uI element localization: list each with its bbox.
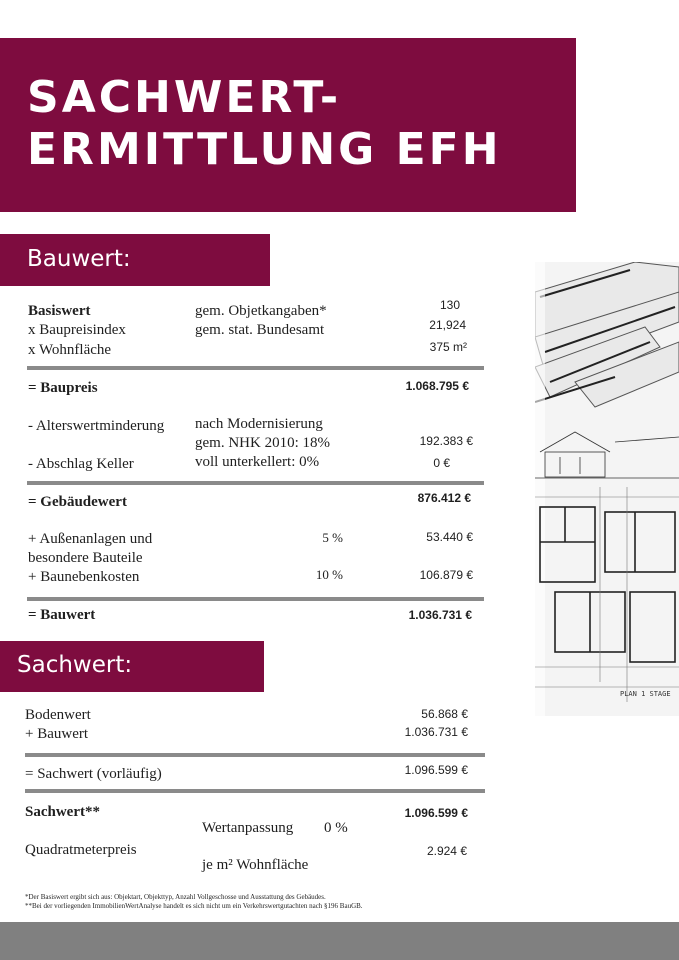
sachwert-final-label: Sachwert** (25, 804, 100, 820)
baunebenkosten-percent: 10 % (315, 567, 343, 582)
basiswert-label: Basiswert (28, 303, 91, 319)
baupreis-label: = Baupreis (28, 380, 98, 396)
aussenanlagen-value: 53.440 € (426, 530, 473, 544)
section-heading-bauwert: Bauwert: (27, 246, 131, 272)
baupreis-value: 1.068.795 € (405, 379, 469, 393)
gebaeudewert-value: 876.412 € (417, 491, 471, 505)
baunebenkosten-value: 106.879 € (419, 568, 473, 582)
baupreisindex-value: 21,924 (429, 318, 466, 332)
section-heading-sachwert: Sachwert: (17, 652, 133, 678)
baupreisindex-note: gem. stat. Bundesamt (195, 322, 325, 338)
bauwert-total-value: 1.036.731 € (408, 608, 472, 622)
divider (25, 753, 485, 757)
aussenanlagen-label-line1: + Außenanlagen und (28, 531, 153, 547)
quadratmeterpreis-note: je m² Wohnfläche (202, 857, 309, 873)
footnote-disclaimer: **Bei der vorliegenden ImmobilienWertAnalyse handelt es sich nicht um ein Verkehrswertgutachten nach §196 BauGB. (25, 902, 363, 910)
footnote-basiswert: *Der Basiswert ergibt sich aus: Objektart, Objekttyp, Anzahl Vollgeschosse und Ausstattung des Gebäudes. (25, 893, 326, 901)
alterswertminderung-note1: nach Modernisierung (195, 416, 323, 432)
aussenanlagen-label-line2: besondere Bauteile (28, 550, 143, 566)
wohnflaeche-value: 375 m² (429, 340, 467, 354)
baupreisindex-label: x Baupreisindex (28, 322, 126, 338)
abschlag-keller-label: - Abschlag Keller (28, 456, 134, 472)
page-title-line1: SACHWERT- (27, 72, 342, 123)
sachwert-final-value: 1.096.599 € (404, 806, 468, 820)
divider (27, 481, 484, 485)
page-title-line2: ERMITTLUNG EFH (27, 124, 502, 175)
divider (27, 366, 484, 370)
baunebenkosten-label: + Baunebenkosten (28, 569, 140, 585)
basiswert-note: gem. Objetkangaben* (195, 303, 327, 319)
aussenanlagen-percent: 5 % (322, 530, 343, 545)
bodenwert-label: Bodenwert (25, 707, 91, 723)
plus-bauwert-label: + Bauwert (25, 726, 89, 742)
quadratmeterpreis-label: Quadratmeterpreis (25, 842, 137, 858)
sachwert-vorlaeufig-value: 1.096.599 € (404, 763, 468, 777)
alterswertminderung-label: - Alterswertminderung (28, 418, 165, 434)
bodenwert-value: 56.868 € (421, 707, 468, 721)
section-band-sachwert (0, 641, 264, 692)
bauwert-total-label: = Bauwert (28, 607, 96, 623)
section-band-bauwert (0, 234, 270, 286)
blueprint-illustration (535, 262, 679, 716)
svg-text:PLAN 1 STAGE: PLAN 1 STAGE (620, 690, 671, 698)
alterswertminderung-note2: gem. NHK 2010: 18% (195, 435, 330, 451)
divider (25, 789, 485, 793)
quadratmeterpreis-value: 2.924 € (426, 844, 467, 858)
sachwert-vorlaeufig-label: = Sachwert (vorläufig) (25, 766, 162, 782)
alterswertminderung-value: 192.383 € (419, 434, 473, 448)
footer-bar (0, 922, 679, 960)
gebaeudewert-label: = Gebäudewert (28, 494, 127, 510)
wertanpassung-label: Wertanpassung (202, 820, 294, 836)
wertanpassung-value: 0 % (324, 820, 348, 836)
abschlag-keller-note: voll unterkellert: 0% (195, 454, 320, 470)
plus-bauwert-value: 1.036.731 € (404, 725, 468, 739)
divider (27, 597, 484, 601)
wohnflaeche-label: x Wohnfläche (28, 342, 112, 358)
abschlag-keller-value: 0 € (433, 456, 450, 470)
basiswert-value: 130 (439, 298, 460, 312)
